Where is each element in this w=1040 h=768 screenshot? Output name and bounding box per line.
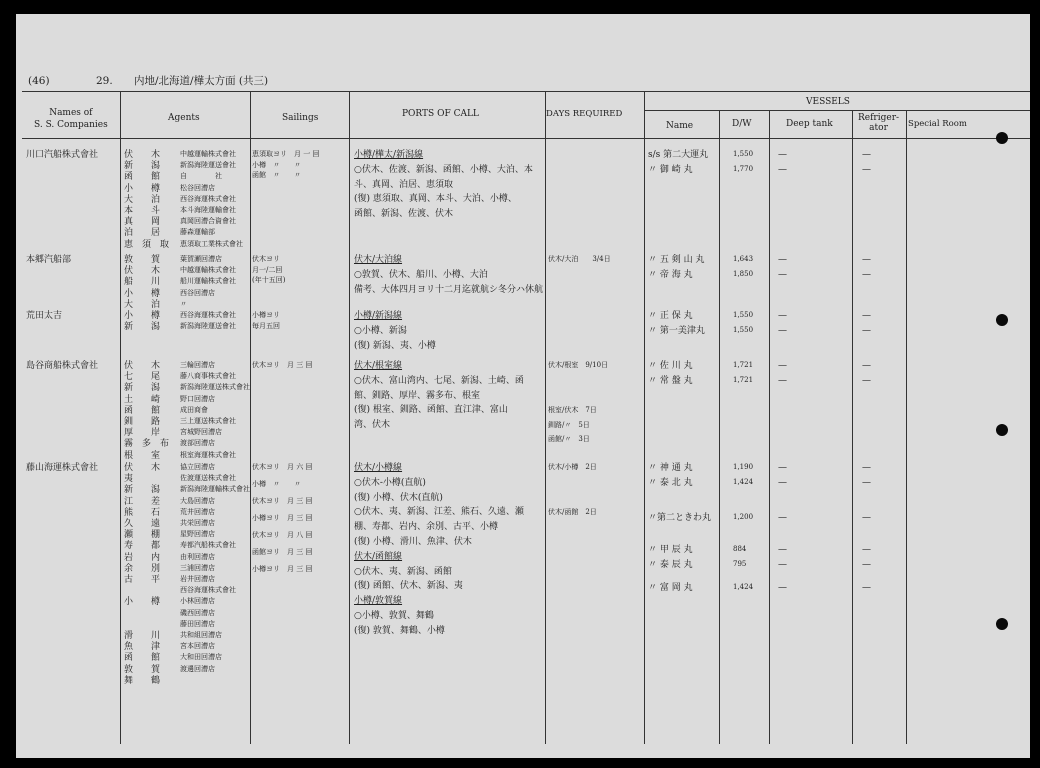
days-required: 伏木/小樽 2日 [548, 463, 597, 471]
header-ports: PORTS OF CALL [402, 109, 479, 119]
vessel-name: s/s 第二大運丸 [648, 150, 709, 160]
vessel-name: 〃 帝 海 丸 [648, 269, 693, 280]
sailing-schedule: (年十五回) [252, 276, 286, 284]
col-divider [349, 91, 350, 744]
document-page [16, 14, 1030, 758]
agent-name: 星野回漕店 [180, 530, 215, 539]
sailing-schedule: 小樽 〃 〃 [252, 160, 301, 169]
punch-hole [996, 314, 1008, 326]
vessel-refrigerator: — [862, 583, 871, 593]
agent-name: 三浦回漕店 [180, 563, 215, 572]
vessel-name: 〃 泰 北 丸 [648, 477, 693, 488]
agent-name: 新潟海陸運送會社 [180, 161, 236, 170]
col-divider [906, 110, 907, 744]
ports-of-call: ○小樽、敦賀、舞鶴 [354, 611, 434, 621]
col-divider [120, 91, 121, 744]
agent-name: 大島回漕店 [180, 496, 215, 505]
vessel-name: 〃 泰 辰 丸 [648, 560, 693, 571]
route-name: 小樽/樺太/新潟線 [354, 150, 424, 160]
agent-port: 釧 路 [124, 417, 161, 427]
vessel-refrigerator: — [862, 477, 871, 488]
ports-of-call: (復) 敦賀、舞鶴、小樽 [354, 625, 445, 636]
col-divider [644, 91, 645, 744]
agent-port: 古 平 [124, 575, 161, 585]
page-title: 内地/北海道/樺太方面 (共三) [134, 75, 269, 87]
ports-of-call: 函館、新潟、佐渡、伏木 [354, 209, 454, 220]
agent-name: 藤八商事株式會社 [180, 372, 236, 381]
agent-name: 成田商會 [180, 405, 208, 414]
vessel-dw: 1,550 [733, 325, 754, 334]
header-deep-tank: Deep tank [786, 119, 833, 129]
vessel-dw: 1,200 [733, 512, 754, 521]
vessel-dw: 1,643 [733, 255, 754, 263]
agent-port: 敦 賀 [124, 664, 161, 675]
ports-of-call: 斗、真岡、泊居、恵須取 [354, 179, 454, 190]
vessel-refrigerator: — [862, 164, 871, 175]
company-name: 川口汽船株式會社 [26, 150, 99, 160]
vessel-refrigerator: — [862, 512, 871, 523]
col-divider [719, 110, 720, 744]
header-bottom-rule [22, 138, 1030, 139]
agent-name: 〃 [180, 299, 187, 308]
agent-port: 新 潟 [124, 383, 161, 394]
agent-port: 舞 鶴 [124, 675, 161, 686]
ports-of-call: ○伏木-小樽(直航) [354, 477, 426, 488]
sailing-schedule: 小樽ヨリ 月 三 回 [252, 514, 313, 522]
agent-name: 宮本回漕店 [180, 642, 215, 651]
vessel-deep-tank: — [778, 255, 787, 265]
agent-name: 西谷海運株式會社 [180, 194, 236, 203]
vessel-name: 〃 甲 辰 丸 [648, 545, 693, 556]
agent-port: 厚 岸 [124, 428, 161, 439]
agent-name: 西谷回漕店 [180, 288, 215, 297]
agent-name: 寿都汽船株式會社 [180, 541, 236, 550]
agent-name: 大和田回漕店 [180, 653, 222, 662]
sailing-schedule: 伏木ヨリ 月 八 回 [252, 531, 313, 539]
sailing-schedule: 小樽ヨリ 月 三 回 [252, 565, 313, 573]
page-number: (46) [28, 75, 50, 87]
vessels-subheader-rule [644, 110, 1030, 111]
agent-port: 小 樽 [124, 311, 161, 321]
vessel-dw: 1,550 [733, 150, 754, 158]
agent-port: 小 樽 [124, 597, 161, 608]
vessel-refrigerator: — [862, 361, 871, 371]
company-name: 藤山海運株式會社 [26, 463, 99, 473]
ports-of-call: ○伏木、富山湾内、七尾、新潟、土崎、函 [354, 375, 524, 386]
ports-of-call: ○小樽、新潟 [354, 325, 407, 336]
route-name: 伏木/小樽線 [354, 463, 403, 473]
agent-port: 夷 [124, 474, 134, 485]
ports-of-call: ○伏木、夷、新潟、江差、熊石、久遠、瀬 [354, 507, 524, 518]
vessel-deep-tank: — [778, 477, 787, 488]
vessel-dw: 1,721 [733, 375, 754, 384]
header-days: DAYS REQUIRED [546, 109, 623, 119]
agent-name: 中越運輸株式會社 [180, 150, 236, 158]
vessel-deep-tank: — [778, 545, 787, 556]
agent-port: 函 館 [124, 172, 161, 183]
vessel-name: 〃 御 崎 丸 [648, 164, 693, 175]
vessel-name: 〃 第一美津丸 [648, 325, 705, 336]
days-required: 根室/伏木 7日 [548, 405, 597, 414]
agent-name: 西谷海運株式會社 [180, 311, 236, 319]
header-special-room: Special Room [908, 119, 967, 129]
sailing-schedule: 伏木ヨリ [252, 255, 280, 263]
agent-name: 三上運送株式會社 [180, 417, 236, 425]
sailing-schedule: 伏木ヨリ 月 六 回 [252, 463, 313, 471]
agent-port: 大 泊 [124, 194, 161, 205]
agent-port: 函 館 [124, 405, 161, 416]
company-name: 島谷商船株式會社 [26, 361, 99, 371]
agent-port: 七 尾 [124, 372, 161, 383]
agent-port: 寿 都 [124, 541, 161, 552]
vessel-name: 〃 五 剣 山 丸 [648, 255, 705, 265]
agent-port: 新 潟 [124, 322, 161, 333]
agent-port: 本 斗 [124, 206, 161, 216]
agent-name: 共和組回漕店 [180, 631, 222, 639]
route-name: 伏木/函館線 [354, 551, 403, 562]
vessel-deep-tank: — [778, 361, 787, 371]
agent-name: 真岡回漕合資會社 [180, 217, 236, 226]
agent-port: 伏 木 [124, 463, 161, 473]
agent-port: 函 館 [124, 653, 161, 664]
agent-port: 恵 須 取 [124, 239, 170, 250]
header-vessel-name: Name [666, 121, 694, 131]
agent-name: 新潟海陸運送會社 [180, 322, 236, 331]
header-refrigerator: Refriger- ator [858, 113, 900, 133]
vessel-name: 〃 常 盤 丸 [648, 375, 693, 386]
agent-name: 藤田回漕店 [180, 619, 215, 628]
agent-name: 恵須取工業株式會社 [180, 239, 243, 248]
ports-of-call: (復) 小樽、滑川、魚津、伏木 [354, 537, 472, 547]
agent-port: 久 遠 [124, 519, 161, 529]
header-vessels: VESSELS [806, 97, 850, 107]
vessel-deep-tank: — [778, 583, 787, 593]
vessel-dw: 795 [733, 560, 747, 569]
agent-port: 小 樽 [124, 288, 161, 299]
vessel-refrigerator: — [862, 560, 871, 571]
agent-port: 瀬 棚 [124, 530, 161, 541]
agent-port: 根 室 [124, 450, 161, 461]
sailing-schedule: 函館ヨリ 月 三 回 [252, 548, 313, 556]
vessel-name: 〃 正 保 丸 [648, 311, 693, 321]
agent-port: 滑 川 [124, 631, 161, 641]
ports-of-call: (復) 新潟、夷、小樽 [354, 340, 436, 351]
vessel-dw: 1,770 [733, 164, 754, 173]
vessel-dw: 1,721 [733, 361, 754, 369]
col-divider [250, 91, 251, 744]
agent-name: 荒井回漕店 [180, 507, 215, 516]
vessel-name: 〃第二ときわ丸 [648, 512, 712, 523]
vessel-refrigerator: — [862, 311, 871, 321]
vessel-deep-tank: — [778, 150, 787, 160]
vessel-deep-tank: — [778, 560, 787, 571]
vessel-deep-tank: — [778, 463, 787, 473]
agent-name: 岩井回漕店 [180, 575, 215, 583]
vessel-refrigerator: — [862, 463, 871, 473]
vessel-dw: 1,424 [733, 583, 754, 591]
vessel-name: 〃 佐 川 丸 [648, 361, 693, 371]
vessel-deep-tank: — [778, 311, 787, 321]
ports-of-call: (復) 函館、伏木、新潟、夷 [354, 581, 463, 592]
agent-name: 宮城野回漕店 [180, 428, 222, 437]
vessel-refrigerator: — [862, 325, 871, 336]
company-name: 本郷汽船部 [26, 255, 72, 265]
agent-port: 魚 津 [124, 642, 161, 653]
agent-name: 藤森運輸部 [180, 228, 215, 237]
ports-of-call: (復) 恵須取、真岡、本斗、大泊、小樽、 [354, 194, 517, 205]
col-divider [545, 91, 546, 744]
sailing-schedule: 毎月五回 [252, 321, 280, 330]
vessel-refrigerator: — [862, 255, 871, 265]
vessel-name: 〃 神 通 丸 [648, 463, 693, 473]
vessel-dw: 1,190 [733, 463, 754, 471]
vessel-refrigerator: — [862, 375, 871, 386]
agent-name: 自 社 [180, 172, 222, 181]
ports-of-call: (復) 小樽、伏木(直航) [354, 492, 443, 503]
days-required: 伏木/根室 9/10日 [548, 361, 609, 369]
agent-name: 小林回漕店 [180, 597, 215, 606]
agent-port: 敦 賀 [124, 255, 161, 265]
days-required: 伏木/函館 2日 [548, 507, 597, 516]
agent-name: 西谷海運株式會社 [180, 586, 236, 595]
ports-of-call: ○伏木、夷、新潟、函館 [354, 566, 452, 577]
sailing-schedule: 小樽 〃 〃 [252, 480, 301, 488]
header-sailings: Sailings [282, 113, 319, 123]
sailing-schedule: 小樽ヨリ [252, 311, 280, 319]
header-agents: Agents [168, 113, 200, 123]
agent-name: 中越運輸株式會社 [180, 266, 236, 275]
agent-port: 真 岡 [124, 217, 161, 228]
sailing-schedule: 恵須取ヨリ 月 一 回 [252, 150, 320, 158]
agent-name: 新潟海陸運輸株式會社 [180, 485, 250, 494]
agent-port: 伏 木 [124, 266, 161, 277]
agent-port: 江 差 [124, 496, 161, 507]
agent-name: 佐渡運送株式會社 [180, 474, 236, 483]
days-required: 函館/〃 3日 [548, 435, 590, 444]
company-name: 荒田太吉 [26, 311, 63, 321]
agent-name: 新潟海陸運送株式會社 [180, 383, 250, 392]
table-top-rule [22, 91, 1030, 92]
vessel-dw: 1,424 [733, 477, 754, 486]
sailing-schedule: 伏木ヨリ 月 三 回 [252, 497, 313, 505]
ports-of-call: ○敦賀、伏木、船川、小樽、大泊 [354, 269, 488, 280]
vessel-refrigerator: — [862, 545, 871, 556]
agent-port: 新 潟 [124, 161, 161, 172]
vessel-name: 〃 富 岡 丸 [648, 583, 693, 593]
sailing-schedule: 伏木ヨリ 月 三 回 [252, 361, 313, 369]
punch-hole [996, 424, 1008, 436]
agent-port: 岩 内 [124, 552, 161, 563]
agent-port: 余 別 [124, 563, 161, 574]
days-required: 釧路/〃 5日 [548, 420, 590, 429]
agent-port: 泊 居 [124, 228, 161, 239]
agent-name: 船川運輸株式會社 [180, 277, 236, 286]
agent-name: 本斗海陸運輸會社 [180, 206, 236, 214]
route-name: 伏木/大泊線 [354, 255, 403, 265]
agent-port: 大 泊 [124, 299, 161, 310]
agent-name: 共栄回漕店 [180, 519, 215, 527]
vessel-deep-tank: — [778, 325, 787, 336]
col-divider [769, 110, 770, 744]
agent-port: 熊 石 [124, 507, 161, 518]
route-name: 小樽/敦賀線 [354, 596, 403, 607]
ports-of-call: (復) 根室、釧路、函館、直江津、富山 [354, 405, 508, 416]
ports-of-call: 館、釧路、厚岸、霧多布、根室 [354, 390, 481, 401]
days-required: 伏木/大泊 3/4日 [548, 255, 611, 263]
route-name: 伏木/根室線 [354, 361, 403, 371]
col-divider [852, 110, 853, 744]
agent-port: 小 樽 [124, 183, 161, 194]
route-name: 小樽/新潟線 [354, 311, 403, 321]
vessel-refrigerator: — [862, 150, 871, 160]
agent-name: 根室海運株式會社 [180, 450, 236, 459]
agent-port: 伏 木 [124, 361, 161, 371]
ports-of-call: 湾、伏木 [354, 420, 391, 431]
agent-name: 渡部回漕店 [180, 439, 215, 448]
agent-port: 船 川 [124, 277, 161, 288]
agent-name: 磯西回漕店 [180, 608, 215, 617]
agent-name: 三輪回漕店 [180, 361, 215, 369]
vessel-dw: 884 [733, 545, 747, 554]
vessel-dw: 1,850 [733, 269, 754, 278]
table-number: 29. [96, 75, 113, 87]
agent-name: 渡邊回漕店 [180, 664, 215, 673]
sailing-schedule: 月一/二回 [252, 265, 283, 274]
agent-port: 新 潟 [124, 485, 161, 496]
sailing-schedule: 函館 〃 〃 [252, 171, 301, 179]
ports-of-call: 棚、寿都、岩内、余別、古平、小樽 [354, 522, 499, 533]
vessel-deep-tank: — [778, 269, 787, 280]
header-company: Names of S. S. Companies [34, 108, 108, 130]
agent-name: 由利回漕店 [180, 552, 215, 561]
agent-port: 土 崎 [124, 394, 161, 405]
agent-port: 霧 多 布 [124, 439, 170, 450]
agent-name: 野口回漕店 [180, 394, 215, 403]
punch-hole [996, 132, 1008, 144]
agent-port: 伏 木 [124, 150, 161, 160]
ports-of-call: ○伏木、佐渡、新潟、函館、小樽、大泊、本 [354, 164, 533, 175]
vessel-deep-tank: — [778, 512, 787, 523]
header-dw: D/W [732, 119, 752, 129]
vessel-deep-tank: — [778, 375, 787, 386]
agent-name: 協立回漕店 [180, 463, 215, 471]
vessel-deep-tank: — [778, 164, 787, 175]
vessel-dw: 1,550 [733, 311, 754, 319]
punch-hole [996, 618, 1008, 630]
agent-name: 松谷回漕店 [180, 183, 215, 192]
vessel-refrigerator: — [862, 269, 871, 280]
ports-of-call: 備考、大体四月ヨリ十二月迄就航シ冬分ハ休航 [354, 284, 544, 295]
agent-name: 葉賀瀬回漕店 [180, 255, 222, 263]
